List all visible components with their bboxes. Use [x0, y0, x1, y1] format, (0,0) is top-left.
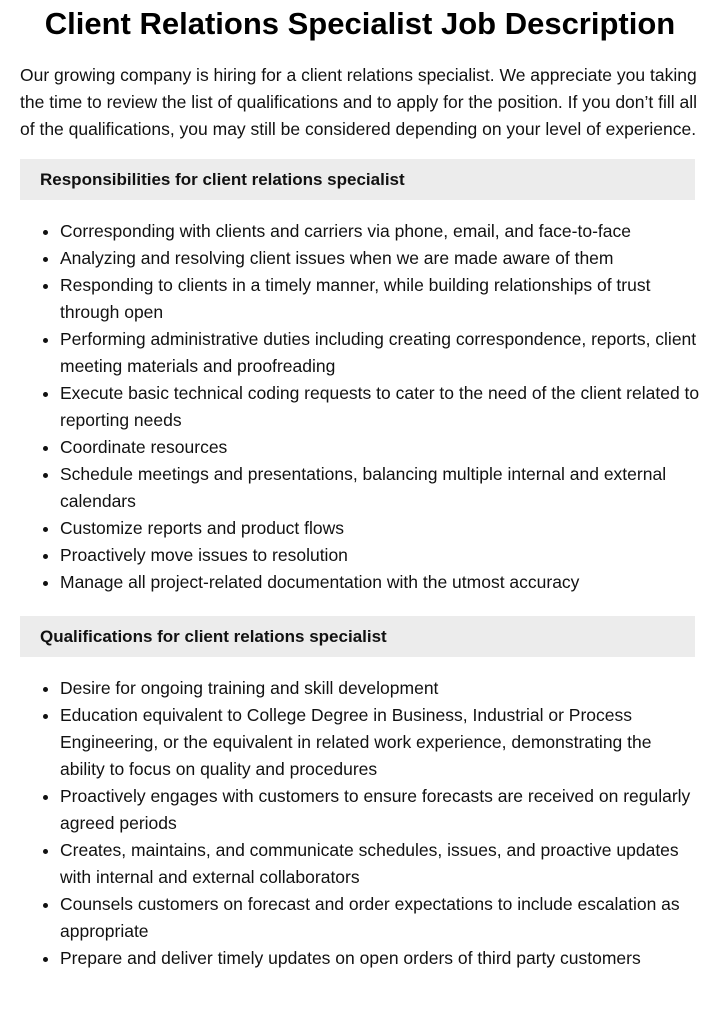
list-item: • Education equivalent to College Degree in Business, Industrial or Process Engineering, or the equivalent in related work experience, demonstrating the ability to focus on quality and procedures	[60, 702, 700, 783]
list-item: • Manage all project-related documentation with the utmost accuracy	[60, 569, 700, 596]
list-item: • Corresponding with clients and carriers via phone, email, and face-to-face	[60, 218, 700, 245]
list-item: • Performing administrative duties including creating correspondence, reports, client meeting materials and proofreading	[60, 326, 700, 380]
qualifications-heading: Qualifications for client relations specialist	[20, 616, 695, 657]
intro-paragraph: Our growing company is hiring for a client relations specialist. We appreciate you taking the time to review the list of qualifications and to apply for the position. If you don’t fill all of the qualifications, you may still be considered depending on your level of experience.	[20, 65, 698, 139]
list-item: • Responding to clients in a timely manner, while building relationships of trust through open	[60, 272, 700, 326]
list-item: • Counsels customers on forecast and order expectations to include escalation as appropriate	[60, 891, 700, 945]
list-item: • Schedule meetings and presentations, balancing multiple internal and external calendars	[60, 461, 700, 515]
list-item: • Analyzing and resolving client issues when we are made aware of them	[60, 245, 700, 272]
list-item: • Proactively move issues to resolution	[60, 542, 700, 569]
qualifications-list	[0, 675, 700, 972]
list-item: • Desire for ongoing training and skill development	[60, 675, 700, 702]
list-item: • Proactively engages with customers to ensure forecasts are received on regularly agreed periods	[60, 783, 700, 837]
page-title: Client Relations Specialist Job Description	[44, 6, 676, 41]
responsibilities-list	[0, 218, 700, 596]
list-item: • Coordinate resources	[60, 434, 700, 461]
list-item: • Creates, maintains, and communicate schedules, issues, and proactive updates with internal and external collaborators	[60, 837, 700, 891]
list-item: • Customize reports and product flows	[60, 515, 700, 542]
list-item: • Prepare and deliver timely updates on open orders of third party customers	[60, 945, 700, 972]
list-item: • Execute basic technical coding requests to cater to the need of the client related to reporting needs	[60, 380, 700, 434]
responsibilities-heading: Responsibilities for client relations specialist	[20, 159, 695, 200]
